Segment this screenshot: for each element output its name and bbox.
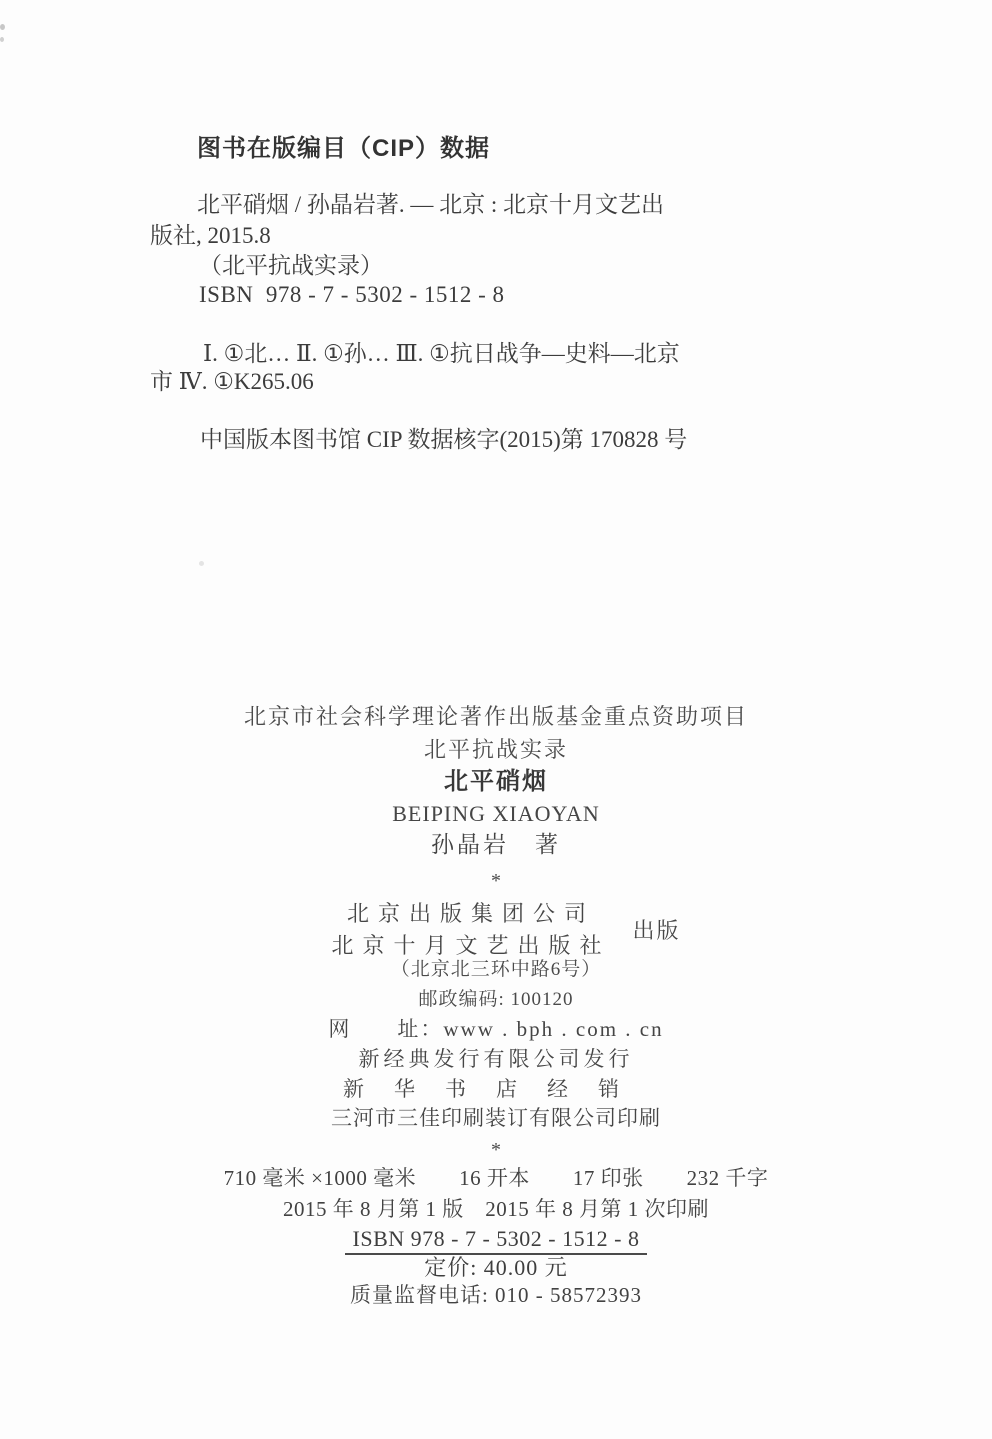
publisher-address: （北京北三环中路6号） xyxy=(390,959,602,980)
cip-classification-2: 市 Ⅳ. ①K265.06 xyxy=(150,369,314,394)
publisher-role-label: 出版 xyxy=(632,918,681,944)
scan-speck xyxy=(0,37,4,42)
isbn-line xyxy=(0,1225,992,1253)
edition-line: 2015 年 8 月第 1 版 2015 年 8 月第 1 次印刷 xyxy=(283,1197,709,1221)
format-line: 710 毫米 ×1000 毫米 16 开本 17 印张 232 千字 xyxy=(223,1166,769,1190)
book-title: 北平硝烟 xyxy=(444,768,548,795)
cip-classification-1: Ⅰ. ①北… Ⅱ. ①孙… Ⅲ. ①抗日战争—史料—北京 xyxy=(203,341,680,366)
scan-speck xyxy=(199,561,204,566)
author-line: 孙晶岩 著 xyxy=(431,832,561,857)
cip-entry-line-1: 北平硝烟 / 孙晶岩著. — 北京 : 北京十月文艺出 xyxy=(197,192,665,217)
cip-series-note: （北平抗战实录） xyxy=(199,253,383,278)
cip-registry-number: 中国版本图书馆 CIP 数据核字(2015)第 170828 号 xyxy=(200,427,688,452)
distributor-line: 新经典发行有限公司发行 xyxy=(358,1047,634,1071)
publisher-line-2: 北京十月文艺出版社 xyxy=(331,932,611,958)
series-title: 北平抗战实录 xyxy=(423,737,568,762)
postal-code: 邮政编码: 100120 xyxy=(418,989,574,1010)
bookstore-line: 新华书店经销 xyxy=(343,1077,649,1101)
cip-isbn: ISBN 978 - 7 - 5302 - 1512 - 8 xyxy=(199,282,505,307)
cip-entry-line-2: 版社, 2015.8 xyxy=(150,223,271,248)
isbn-underlined-text: ISBN 978 - 7 - 5302 - 1512 - 8 xyxy=(345,1226,648,1255)
price-line: 定价: 40.00 元 xyxy=(424,1255,568,1280)
publisher-group xyxy=(10,898,992,962)
website-line: 网 址：www . bph . com . cn xyxy=(328,1017,664,1041)
quality-phone-line: 质量监督电话: 010 - 58572393 xyxy=(349,1283,643,1307)
sponsor-line: 北京市社会科学理论著作出版基金重点资助项目 xyxy=(243,704,748,729)
cip-block-title: 图书在版编目（CIP）数据 xyxy=(197,135,491,162)
publisher-line-1: 北京出版集团公司 xyxy=(346,901,595,926)
book-title-pinyin: BEIPING XIAOYAN xyxy=(392,801,600,826)
divider-asterisk: * xyxy=(491,1139,501,1161)
scan-speck xyxy=(0,24,5,30)
divider-asterisk: * xyxy=(491,870,501,892)
printer-line: 三河市三佳印刷装订有限公司印刷 xyxy=(331,1106,661,1130)
